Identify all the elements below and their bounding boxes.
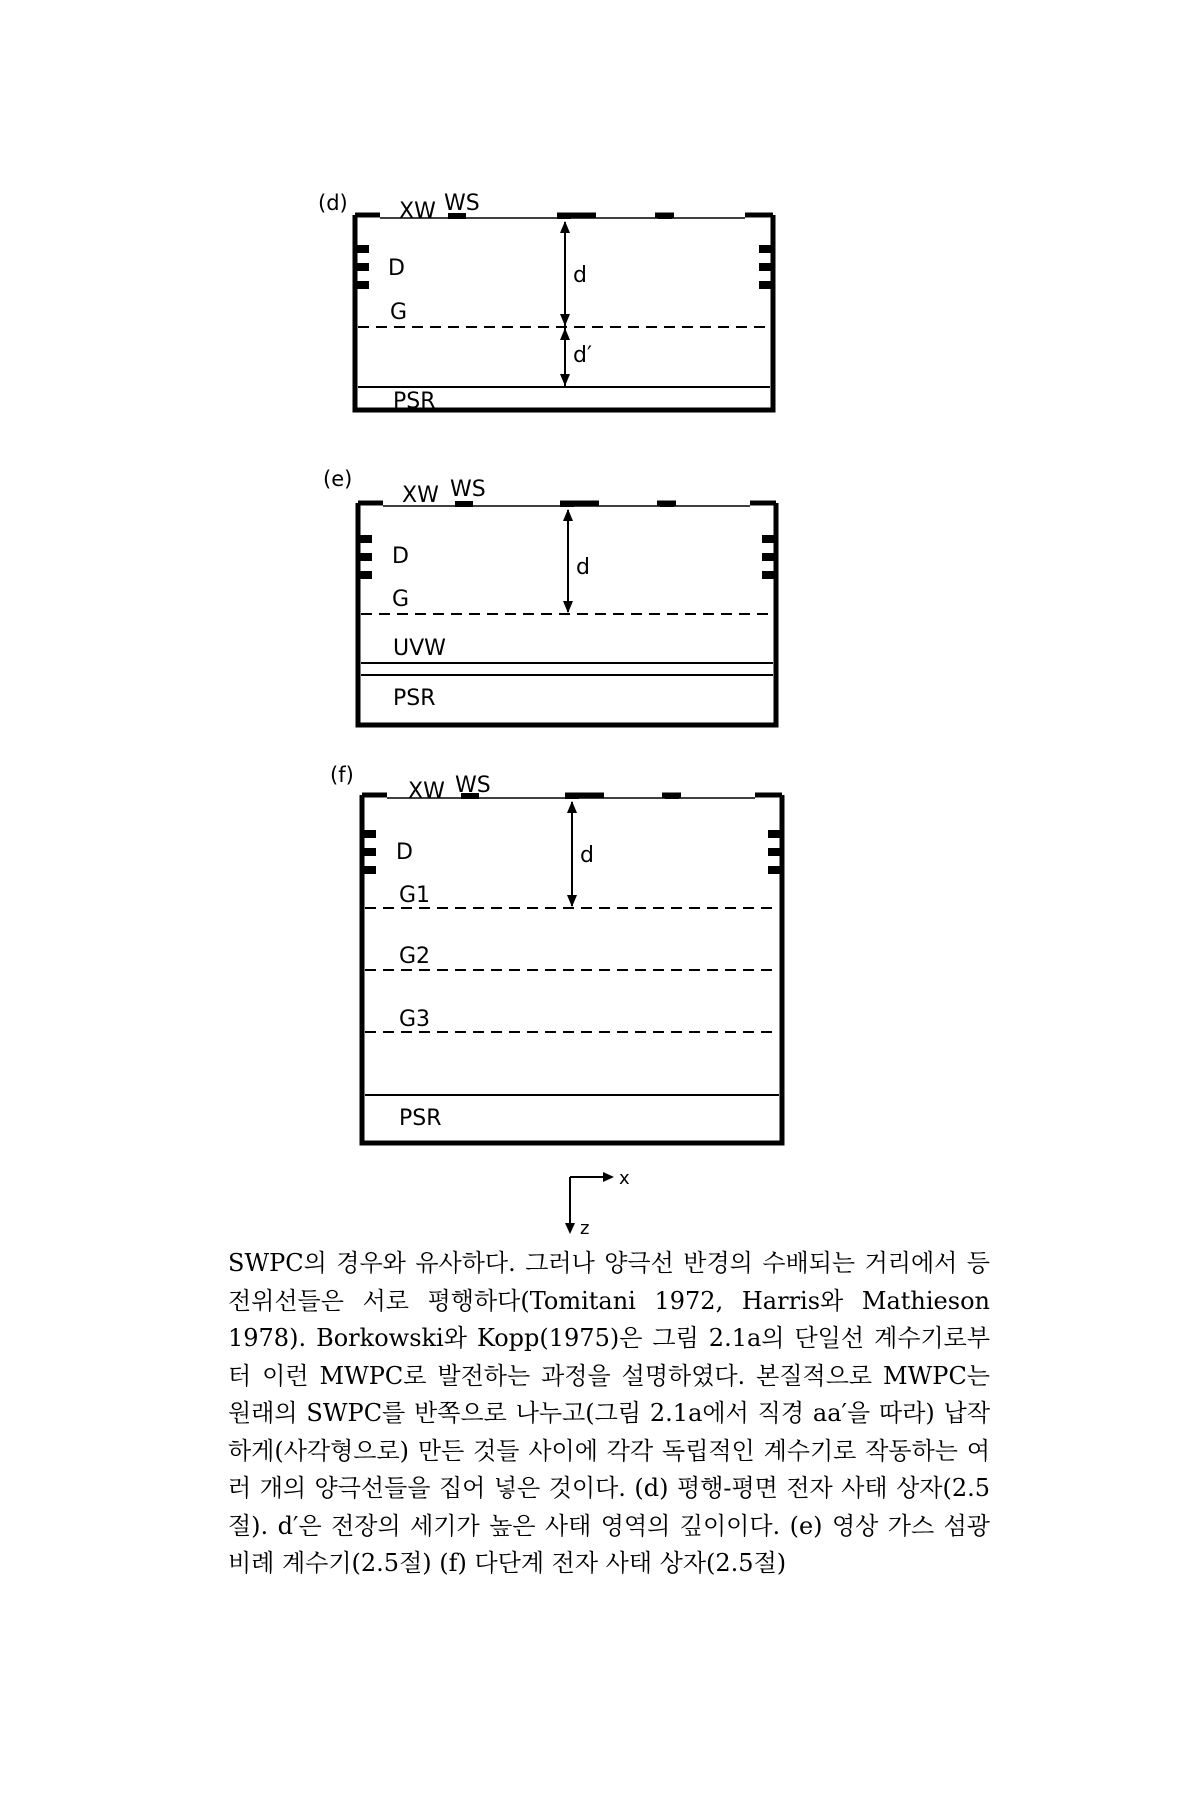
z-axis-arrow bbox=[565, 1223, 575, 1234]
panel-e-dist-label: d bbox=[576, 555, 590, 580]
panel-d-grid-label: G bbox=[390, 300, 408, 325]
z-axis-label: z bbox=[580, 1218, 590, 1239]
panel-f-electrode-left bbox=[362, 866, 376, 874]
panel-f-electrode-left bbox=[362, 830, 376, 838]
caption-text: SWPC의 경우와 유사하다. 그러나 양극선 반경의 수배되는 거리에서 등전위선들은 서로 평행하다(Tomitani 1972, Harris와 Mathieson 1978). Borkowski와 Kopp(1975)은 그림 2.1a의 단일선 계수기로부터 이런 MWPC로 발전하는 과정을 설명하였다. 본질적으로 MWPC는 원래의 SWPC를 반쪽으로 나누고(그림 2.1a에서 직경 aa′을 따라) 납작하게(사각형으로) 만든 것들 사이에 각각 독립적인 계수기로 작동하는 여러 개의 양극선들을 집어 넣은 것이다. (d) 평행-평면 전자 사태 상자(2.5절). d′은 전장의 세기가 높은 사태 영역의 깊이이다. (e) 영상 가스 섬광 비례 계수기(2.5절) (f) 다단계 전자 사태 상자(2.5절) bbox=[228, 1249, 990, 1577]
panel-e-drift-label: D bbox=[392, 544, 409, 569]
panel-f-ws-label: WS bbox=[455, 773, 491, 798]
panel-f-psr-label: PSR bbox=[399, 1106, 442, 1131]
panel-d-electrode-left bbox=[355, 263, 369, 271]
panel-d-anode-strip bbox=[557, 213, 571, 219]
panel-d-tag: (d) bbox=[318, 191, 348, 215]
panel-f-electrode-right bbox=[768, 866, 782, 874]
panel-e-xw-label: XW bbox=[402, 483, 439, 508]
panel-d-electrode-right bbox=[759, 281, 773, 289]
panel-f-electrode-right bbox=[768, 830, 782, 838]
panel-f-dist-label: d bbox=[580, 843, 594, 868]
panel-e-tag: (e) bbox=[323, 467, 353, 491]
panel-d-arrow-up bbox=[560, 328, 570, 340]
panel-e-arrow-down bbox=[563, 601, 573, 613]
x-axis-arrow bbox=[603, 1172, 614, 1182]
panel-d-xw-label: XW bbox=[399, 199, 436, 224]
panel-e-electrode-left bbox=[358, 535, 372, 543]
panel-e-electrode-right bbox=[762, 571, 776, 579]
panel-d-electrode-right bbox=[759, 245, 773, 253]
x-axis-label: x bbox=[619, 1168, 630, 1189]
panel-d-psr-label: PSR bbox=[393, 389, 436, 414]
axis-indicator bbox=[565, 1168, 630, 1239]
panel-e-uvw-label: UVW bbox=[393, 636, 446, 661]
panel-d-anode-strip bbox=[658, 213, 672, 219]
panel-d-drift-label: D bbox=[388, 256, 405, 281]
panel-d-ws-label: WS bbox=[444, 191, 480, 216]
panel-d-electrode-right bbox=[759, 263, 773, 271]
panel-f-electrode-right bbox=[768, 848, 782, 856]
panel-e-electrode-left bbox=[358, 571, 372, 579]
panel-f-arrow-up bbox=[567, 801, 577, 813]
panel-e-anode-strip bbox=[660, 501, 674, 507]
panel-f-arrow-down bbox=[567, 895, 577, 907]
panel-f-grid2-label: G2 bbox=[399, 944, 431, 969]
panel-e-electrode-right bbox=[762, 535, 776, 543]
panel-d-electrode-left bbox=[355, 281, 369, 289]
panel-f-tag: (f) bbox=[330, 763, 354, 787]
panel-e-anode-strip bbox=[560, 501, 574, 507]
panel-f bbox=[330, 763, 782, 1143]
panel-f-electrode-left bbox=[362, 848, 376, 856]
panel-e-electrode-right bbox=[762, 553, 776, 561]
panel-d-arrow-down bbox=[560, 374, 570, 386]
panel-e-psr-label: PSR bbox=[393, 686, 436, 711]
panel-d-electrode-left bbox=[355, 245, 369, 253]
panel-e-arrow-up bbox=[563, 509, 573, 521]
panel-f-anode-strip bbox=[665, 793, 679, 799]
panel-f-grid3-label: G3 bbox=[399, 1007, 431, 1032]
panel-e bbox=[323, 467, 776, 725]
panel-d-dist-label: d bbox=[573, 263, 587, 288]
panel-f-xw-label: XW bbox=[408, 779, 445, 804]
panel-d-arrow-down bbox=[560, 314, 570, 326]
panel-e-grid-label: G bbox=[392, 587, 410, 612]
panel-f-anode-strip bbox=[565, 793, 579, 799]
panel-f-drift-label: D bbox=[396, 840, 413, 865]
panel-d bbox=[318, 191, 773, 414]
panel-e-electrode-left bbox=[358, 553, 372, 561]
panel-d-arrow-up bbox=[560, 221, 570, 233]
panel-f-grid1-label: G1 bbox=[399, 883, 431, 908]
panel-e-ws-label: WS bbox=[450, 477, 486, 502]
panel-d-dist2-label: d′ bbox=[573, 343, 592, 368]
